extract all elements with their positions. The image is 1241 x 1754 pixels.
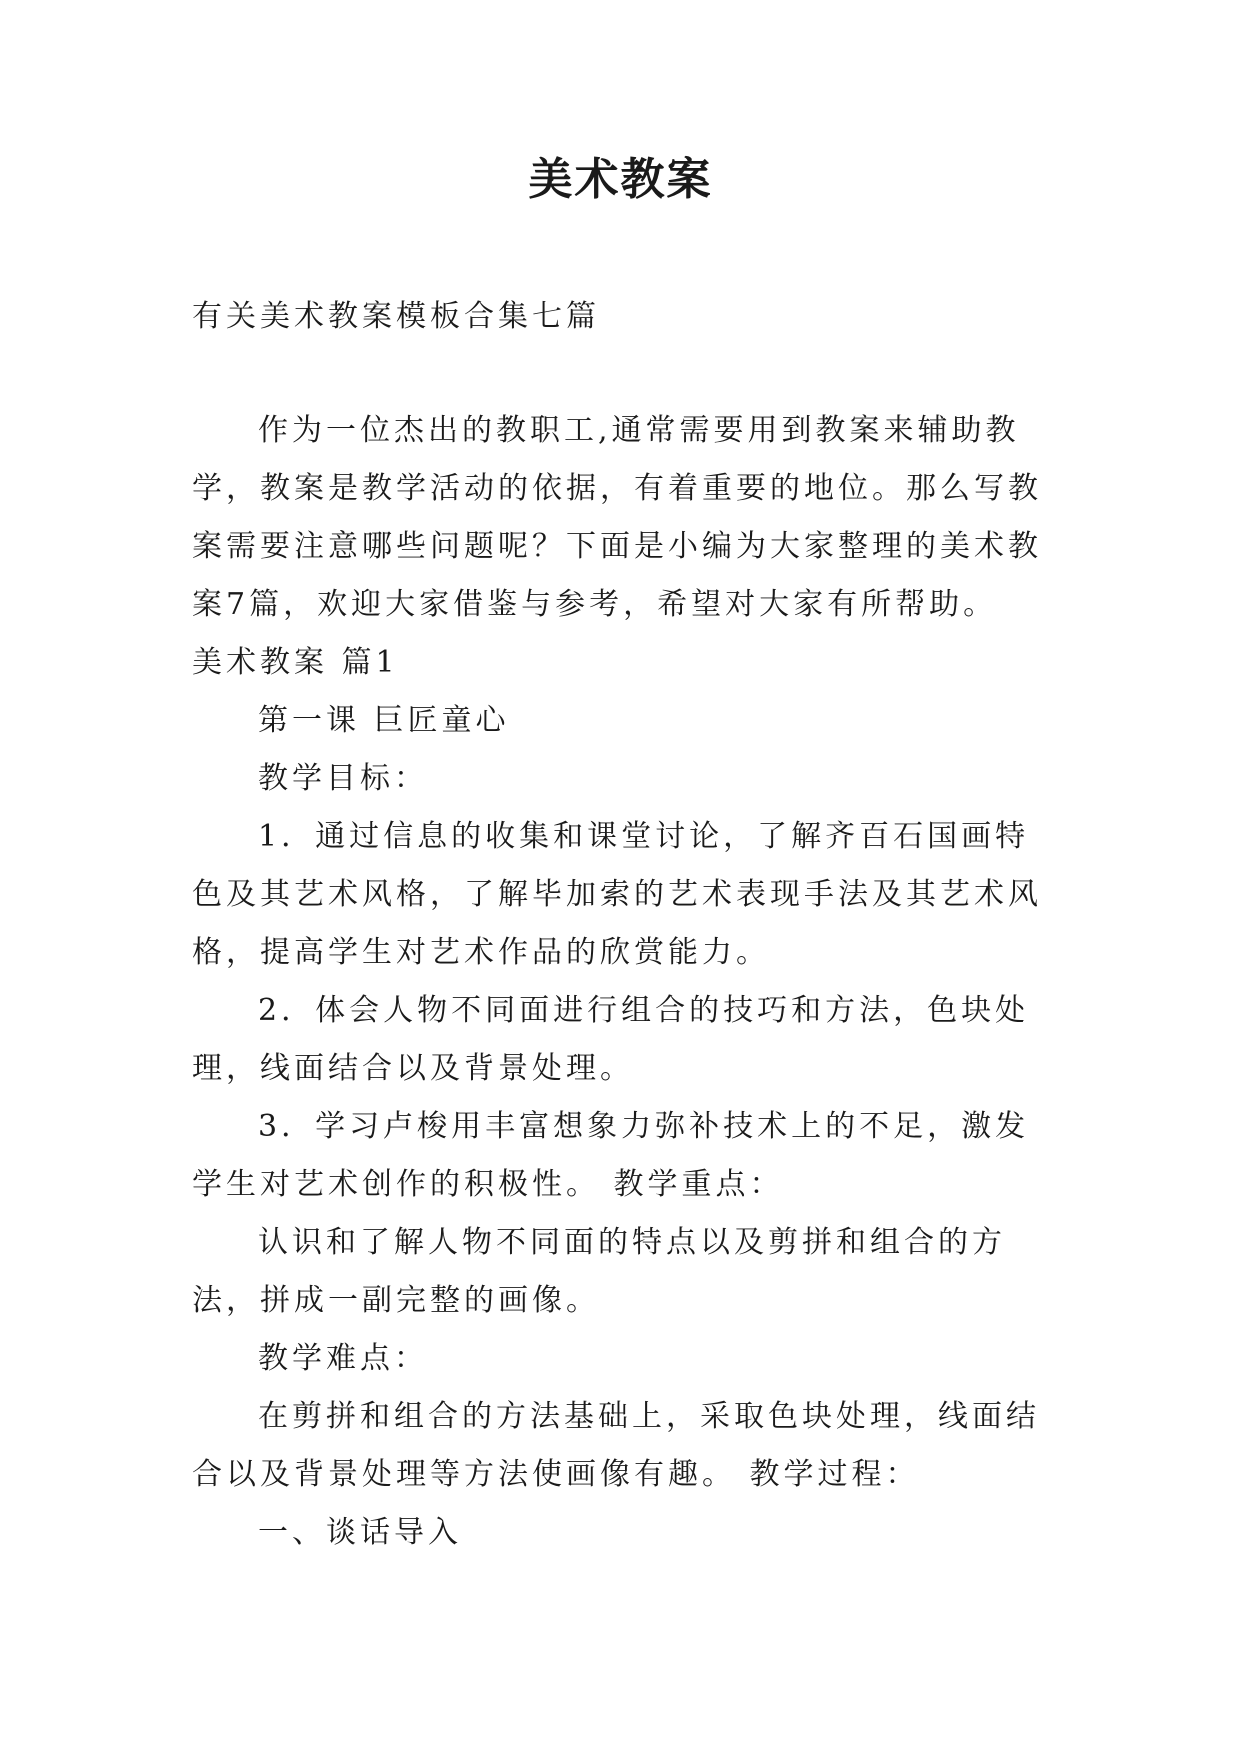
document-subtitle: 有关美术教案模板合集七篇 xyxy=(192,299,600,334)
body-paragraph: 教学难点： xyxy=(258,1341,428,1376)
body-paragraph: 美术教案 篇1 xyxy=(192,645,399,680)
body-paragraph: 第一课 巨匠童心 xyxy=(258,703,510,738)
body-paragraph: 1．通过信息的收集和课堂讨论，了解齐百石国画特色及其艺术风格，了解毕加索的艺术表现手法及其艺术风格，提高学生对艺术作品的欣赏能力。 xyxy=(192,819,1042,970)
body-paragraph: 一、谈话导入 xyxy=(258,1515,462,1550)
body-paragraph: 在剪拼和组合的方法基础上，采取色块处理，线面结合以及背景处理等方法使画像有趣。 教学过程： xyxy=(192,1399,1040,1492)
body-paragraph: 作为一位杰出的教职工,通常需要用到教案来辅助教学，教案是教学活动的依据，有着重要的地位。那么写教案需要注意哪些问题呢？下面是小编为大家整理的美术教案7篇，欢迎大家借鉴与参考，希望对大家有所帮助。 xyxy=(192,413,1042,622)
body-paragraph: 3．学习卢梭用丰富想象力弥补技术上的不足，激发学生对艺术创作的积极性。 教学重点： xyxy=(192,1109,1030,1202)
document-title: 美术教案 xyxy=(528,154,713,205)
body-paragraph: 认识和了解人物不同面的特点以及剪拼和组合的方法，拼成一副完整的画像。 xyxy=(192,1225,1006,1318)
body-paragraph: 2．体会人物不同面进行组合的技巧和方法，色块处理，线面结合以及背景处理。 xyxy=(192,993,1030,1086)
body-paragraph: 教学目标： xyxy=(258,761,428,796)
document-body xyxy=(192,402,1052,1562)
